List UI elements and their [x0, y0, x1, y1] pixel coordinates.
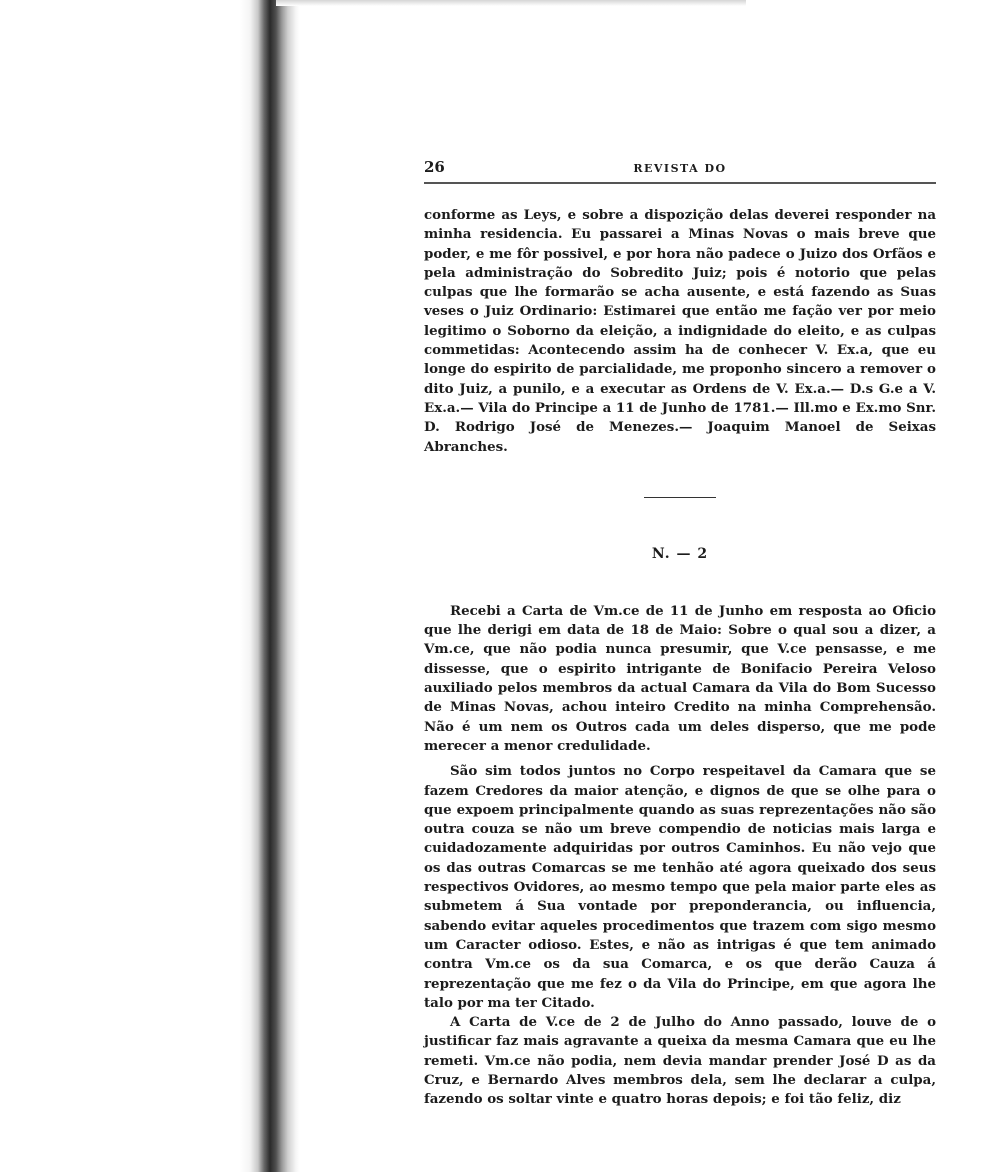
paragraph-camara: São sim todos juntos no Corpo respeitavel da Camara que se fazem Credores da maior atenção, e dignos de que se olhe para o que expoem principalmente quando as suas reprezentações não são outra couza se não um breve compendio de noticias mais larga e cuidadozamente adquiridas por outros Caminhos. Eu não vejo que os das outras Comarcas se me tenhão até agora queixado dos seus respectivos Ovidores, ao mesmo tempo que pela maior parte eles as submetem á Sua vontade por preponderancia, ou influencia, sabendo evitar aqueles procedimentos que trazem com sigo mesmo um Caracter odioso. Estes, e não as intrigas é que tem animado contra Vm.ce os da sua Comarca, e os que derão Cauza á reprezentação que me fez o da Vila do Principe, em que agora lhe talo por ma ter Citado.: [424, 763, 936, 1011]
running-header: [424, 156, 936, 184]
document-page: [424, 156, 936, 1110]
paragraph-carta: A Carta de V.ce de 2 de Julho do Anno passado, louve de o justificar faz mais agravante a queixa da mesma Camara que eu lhe remeti. Vm.ce não podia, nem devia mandar prender José D as da Cruz, e Bernardo Alves membros dela, sem lhe declarar a culpa, fazendo os soltar vinte e quatro horas depois; e foi tão feliz, diz: [424, 1014, 936, 1108]
page-number: 26: [424, 158, 445, 176]
section-number: N. — 2: [651, 545, 709, 562]
page-top-shadow: [276, 0, 746, 6]
paragraph-letter-ending: conforme as Leys, e sobre a dispozição delas deverei responder na minha residencia. Eu passarei a Minas Novas o mais breve que poder, e me fôr possivel, e por hora não padece o Juizo dos Orfãos e pela administração do Sobredito Juiz; pois é notorio que pelas culpas que lhe formarão se acha ausente, e está fazendo as Suas veses o Juiz Ordinario: Estimarei que então me fação ver por meio legitimo o Soborno da eleição, a indignidade do eleito, e as culpas commetidas: Acontecendo assim ha de conhecer V. Ex.a, que eu longe do espirito de parcialidade, me proponho sincero a remover o dito Juiz, a punilo, e a executar as Ordens de V. Ex.a.— D.s G.e a V. Ex.a.— Vila do Principe a 11 de Junho de 1781.— Ill.mo e Ex.mo Snr. D. Rodrigo José de Menezes.— Joaquim Manoel de Seixas Abranches.: [424, 207, 936, 455]
section-divider: [644, 497, 716, 498]
page-header-title: REVISTA DO: [633, 162, 727, 175]
book-binding-gutter: [0, 0, 300, 1172]
paragraph-reply-opening: Recebi a Carta de Vm.ce de 11 de Junho em resposta ao Oficio que lhe derigi em data de 18 de Maio: Sobre o qual sou a dizer, a Vm.ce, que não podia nunca presumir, que V.ce pensasse, e me dissesse, que o espirito intrigante de Bonifacio Pereira Veloso auxiliado pelos membros da actual Camara da Vila do Bom Sucesso de Minas Novas, achou inteiro Credito na minha Comprehensão. Não é um nem os Outros cada um deles disperso, que me pode merecer a menor credulidade.: [424, 602, 936, 754]
